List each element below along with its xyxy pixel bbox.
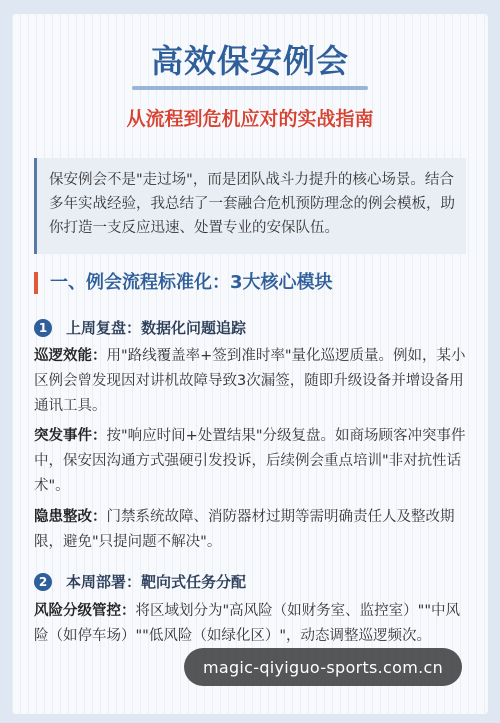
- watermark-badge: magic-qiyiguo-sports.com.cn: [184, 648, 462, 686]
- paragraph-patrol: [34, 344, 472, 419]
- number-badge-2: 2: [34, 573, 52, 591]
- sub-heading-1: [34, 317, 466, 338]
- intro-box: 保安例会不是"走过场"，而是团队战斗力提升的核心场景。结合多年实战经验，我总结了一套融合危机预防理念的例会模板，助你打造一支反应迅速、处置专业的安保队伍。: [34, 158, 466, 254]
- section-heading: 一、例会流程标准化：3大核心模块: [34, 272, 466, 294]
- paragraph-hazards-text: 门禁系统故障、消防器材过期等需明确责任人及整改期限，避免"只提问题不解决"。: [34, 509, 455, 550]
- paragraph-hazards: [34, 505, 472, 555]
- sub-heading-2-text: 本周部署：靶向式任务分配: [66, 573, 247, 591]
- paragraph-risk: [34, 599, 472, 649]
- paragraph-risk-label: 风险分级管控：: [34, 603, 136, 619]
- number-badge-1: 1: [34, 319, 52, 337]
- page-title: 高效保安例会: [150, 42, 349, 80]
- paragraph-patrol-label: 巡逻效能：: [34, 348, 107, 364]
- sub-heading-1-text: 上周复盘：数据化问题追踪: [66, 319, 247, 337]
- sub-heading-2: [34, 571, 466, 592]
- page-subtitle: 从流程到危机应对的实战指南: [126, 108, 374, 130]
- paragraph-hazards-label: 隐患整改：: [34, 509, 107, 525]
- paragraph-risk-text: 将区域划分为"高风险（如财务室、监控室）""中风险（如停车场）""低风险（如绿化区）"，动态调整巡逻频次。: [34, 603, 461, 644]
- paragraph-patrol-text: 用"路线覆盖率+签到准时率"量化巡逻质量。例如，某小区例会曾发现因对讲机故障导致3次漏签，随即升级设备并增设备用通讯工具。: [34, 348, 466, 414]
- title-underline: [132, 86, 368, 90]
- document-page: [12, 14, 488, 714]
- paragraph-incidents: [34, 424, 472, 499]
- paragraph-incidents-text: 按"响应时间+处置结果"分级复盘。如商场顾客冲突事件中，保安因沟通方式强硬引发投诉，后续例会重点培训"非对抗性话术"。: [34, 428, 466, 494]
- paragraph-incidents-label: 突发事件：: [34, 428, 107, 444]
